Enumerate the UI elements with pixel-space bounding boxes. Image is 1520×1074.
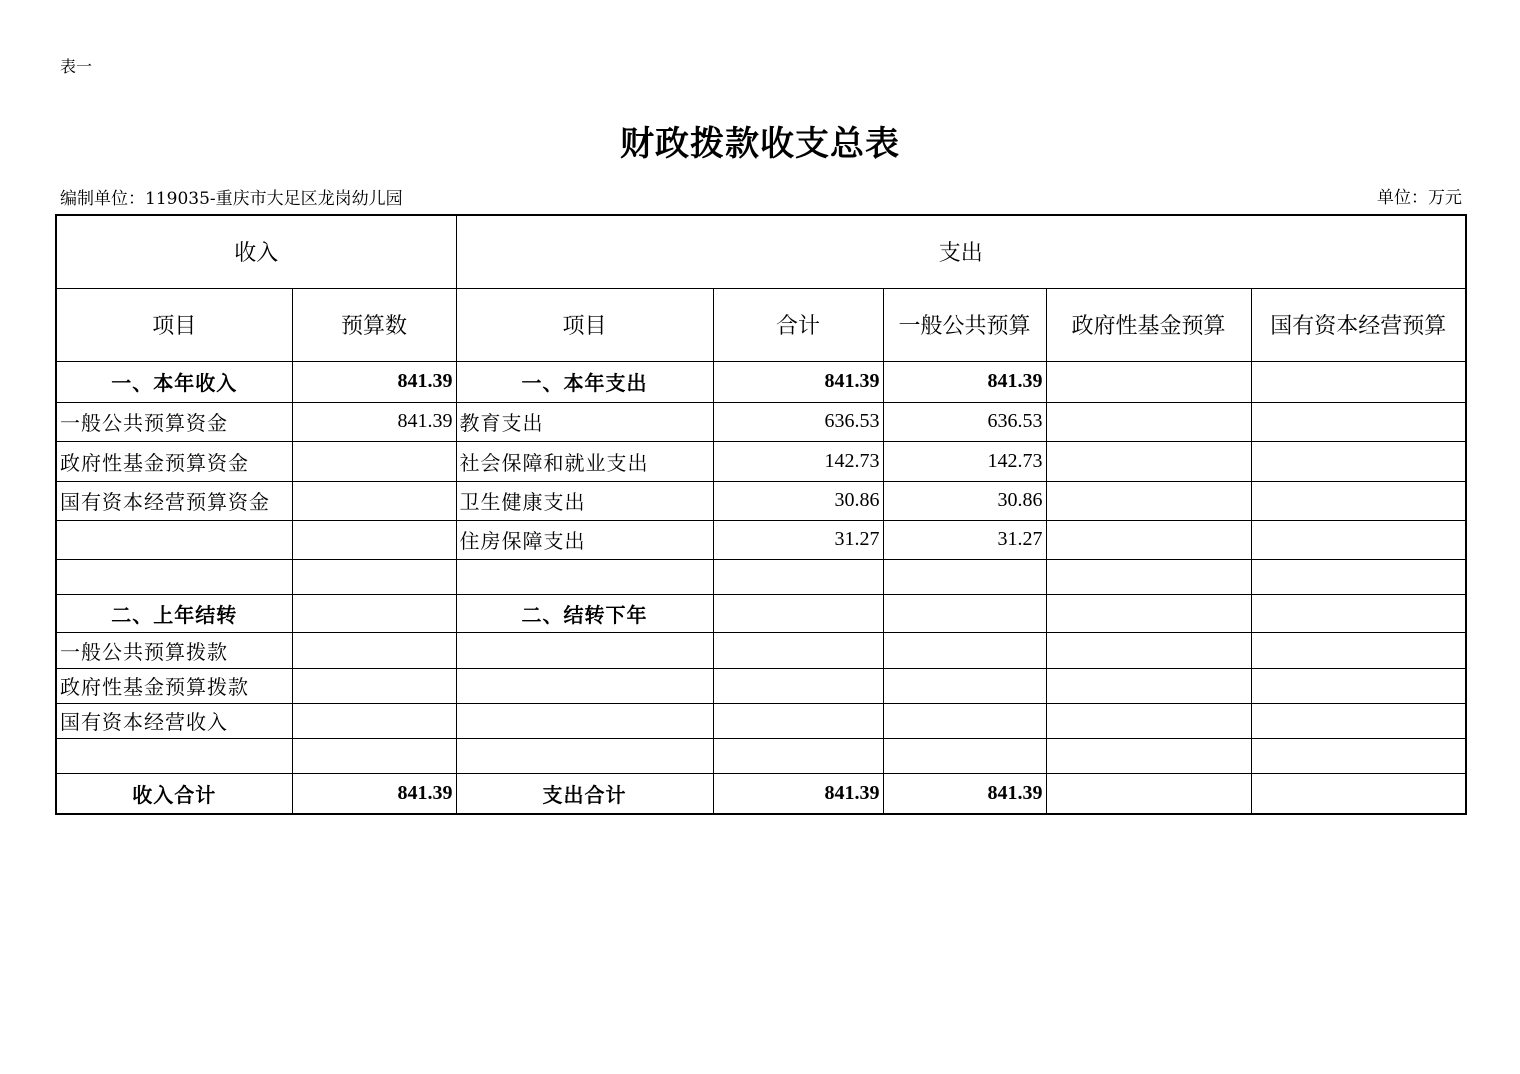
income-item: 一般公共预算拨款 [56,632,292,668]
table-row [56,594,1466,632]
expense-fund [1046,773,1251,814]
expense-item: 教育支出 [456,402,713,441]
income-section-header: 收入 [56,215,456,288]
expense-fund [1046,703,1251,738]
expense-fund [1046,632,1251,668]
income-amount: 841.39 [292,402,456,441]
expense-section-header: 支出 [456,215,1466,288]
expense-fund [1046,559,1251,594]
expense-general: 30.86 [883,481,1046,520]
expense-total: 841.39 [713,361,883,402]
expense-capital [1251,773,1466,814]
table-row [56,520,1466,559]
expense-capital [1251,703,1466,738]
expense-item [456,632,713,668]
expense-item: 住房保障支出 [456,520,713,559]
expense-item [456,703,713,738]
expense-total: 31.27 [713,520,883,559]
compiling-unit: 编制单位：119035-重庆市大足区龙岗幼儿园 [60,189,403,209]
expense-fund [1046,520,1251,559]
income-amount: 841.39 [292,361,456,402]
expense-general: 841.39 [883,773,1046,814]
table-row [56,402,1466,441]
expense-total: 636.53 [713,402,883,441]
col-header-general-budget: 一般公共预算 [883,288,1046,361]
expense-general: 841.39 [883,361,1046,402]
income-total-label: 收入合计 [56,773,292,814]
income-amount [292,668,456,703]
table-row [56,668,1466,703]
expense-item [456,668,713,703]
expense-capital [1251,402,1466,441]
expense-fund [1046,594,1251,632]
col-header-income-item: 项目 [56,288,292,361]
col-header-capital-budget: 国有资本经营预算 [1251,288,1466,361]
col-header-expense-item: 项目 [456,288,713,361]
expense-total [713,632,883,668]
expense-fund [1046,668,1251,703]
expense-capital [1251,481,1466,520]
expense-fund [1046,402,1251,441]
income-item: 政府性基金预算拨款 [56,668,292,703]
table-row [56,441,1466,481]
expense-capital [1251,738,1466,773]
table-row [56,559,1466,594]
expense-general [883,738,1046,773]
page-title: 财政拨款收支总表 [620,124,900,164]
expense-item: 二、结转下年 [456,594,713,632]
expense-fund [1046,481,1251,520]
budget-summary-table [55,214,1467,815]
table-row [56,632,1466,668]
expense-total [713,738,883,773]
income-item [56,559,292,594]
table-row-totals [56,773,1466,814]
table-row [56,481,1466,520]
expense-general [883,703,1046,738]
income-item: 一、本年收入 [56,361,292,402]
expense-general [883,594,1046,632]
income-item: 国有资本经营收入 [56,703,292,738]
expense-capital [1251,520,1466,559]
expense-item: 卫生健康支出 [456,481,713,520]
expense-item: 社会保障和就业支出 [456,441,713,481]
expense-capital [1251,668,1466,703]
expense-total: 30.86 [713,481,883,520]
expense-capital [1251,361,1466,402]
expense-general: 636.53 [883,402,1046,441]
expense-total: 841.39 [713,773,883,814]
expense-general: 31.27 [883,520,1046,559]
expense-item [456,738,713,773]
col-header-total: 合计 [713,288,883,361]
income-total-amount: 841.39 [292,773,456,814]
income-amount [292,559,456,594]
col-header-fund-budget: 政府性基金预算 [1046,288,1251,361]
expense-fund [1046,361,1251,402]
expense-item: 一、本年支出 [456,361,713,402]
income-item [56,520,292,559]
expense-general [883,559,1046,594]
table-row [56,738,1466,773]
expense-fund [1046,738,1251,773]
income-amount [292,738,456,773]
income-item: 一般公共预算资金 [56,402,292,441]
expense-fund [1046,441,1251,481]
expense-total [713,594,883,632]
income-amount [292,481,456,520]
expense-total [713,703,883,738]
expense-capital [1251,594,1466,632]
col-header-budget-amount: 预算数 [292,288,456,361]
income-item [56,738,292,773]
table-row [56,703,1466,738]
income-item: 政府性基金预算资金 [56,441,292,481]
expense-total [713,668,883,703]
expense-total [713,559,883,594]
income-amount [292,703,456,738]
expense-general [883,668,1046,703]
income-amount [292,520,456,559]
expense-capital [1251,632,1466,668]
currency-unit: 单位：万元 [1377,188,1462,208]
expense-capital [1251,441,1466,481]
expense-general [883,632,1046,668]
income-amount [292,441,456,481]
income-amount [292,594,456,632]
expense-capital [1251,559,1466,594]
income-item: 二、上年结转 [56,594,292,632]
expense-total: 142.73 [713,441,883,481]
table-number-label: 表一 [60,57,93,76]
table-row [56,361,1466,402]
income-item: 国有资本经营预算资金 [56,481,292,520]
expense-general: 142.73 [883,441,1046,481]
expense-item [456,559,713,594]
income-amount [292,632,456,668]
expense-total-label: 支出合计 [456,773,713,814]
